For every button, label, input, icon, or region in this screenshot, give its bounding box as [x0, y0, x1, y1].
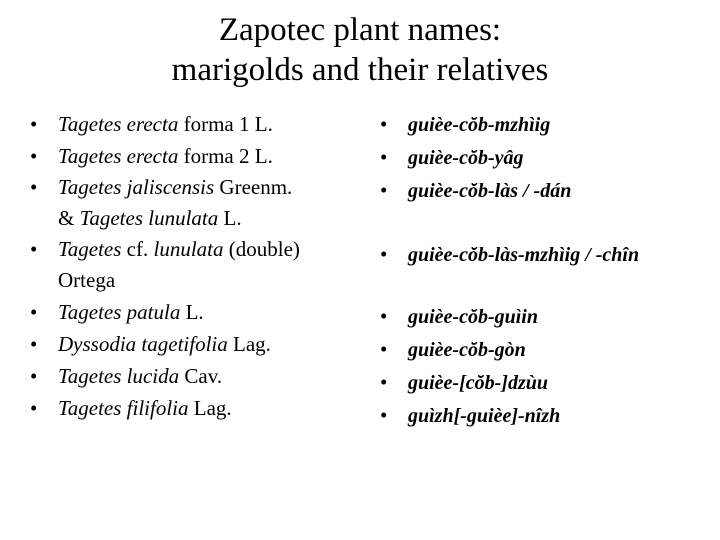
species-name: Tagetes erecta	[58, 112, 179, 136]
list-item	[372, 399, 712, 432]
zapotec-name: guìzh[-guièe]-nîzh	[408, 405, 561, 427]
authority: Ortega	[58, 268, 116, 292]
zapotec-name: guièe-cŏb-làs / -dán	[408, 180, 572, 202]
bullet: •	[30, 112, 38, 136]
list-item	[22, 328, 367, 360]
bullet: •	[380, 178, 388, 202]
list-item	[372, 174, 712, 238]
species-name: Tagetes lucida	[58, 364, 180, 388]
list-item	[22, 172, 367, 234]
authority: Greenm.	[214, 175, 293, 199]
bullet: •	[30, 144, 38, 168]
qualifier: cf.	[121, 237, 154, 261]
zapotec-name: guièe-cŏb-làs-mzhìig / -chîn	[408, 244, 640, 266]
authority: Lag.	[188, 396, 232, 420]
zapotec-name: guièe-cŏb-guìin	[408, 306, 538, 328]
bullet: •	[30, 300, 38, 324]
title-line-1: Zapotec plant names:	[218, 12, 502, 48]
list-item	[22, 108, 367, 140]
authority: forma 1 L.	[178, 112, 273, 136]
conjunction: &	[58, 206, 80, 230]
zapotec-name: guièe-[cŏb-]dzùu	[408, 372, 548, 394]
list-item	[372, 366, 712, 399]
species-list	[22, 108, 367, 424]
list-item	[372, 238, 712, 300]
zapotec-name-list	[372, 108, 712, 432]
bullet: •	[380, 242, 388, 266]
list-item	[372, 108, 712, 141]
species-name: Tagetes erecta	[58, 144, 179, 168]
bullet: •	[380, 403, 388, 427]
bullet: •	[30, 237, 38, 261]
authority: Cav.	[179, 364, 223, 388]
species-name: lunulata	[153, 237, 224, 261]
bullet: •	[30, 175, 38, 199]
list-item	[22, 234, 367, 296]
authority: forma 2 L.	[178, 144, 273, 168]
bullet: •	[380, 337, 388, 361]
species-name: Tagetes patula	[58, 300, 181, 324]
zapotec-name: guièe-cŏb-gòn	[408, 339, 526, 361]
list-item	[22, 392, 367, 424]
bullet: •	[380, 304, 388, 328]
authority: Lag.	[227, 332, 271, 356]
bullet: •	[380, 145, 388, 169]
list-item	[372, 141, 712, 174]
list-item	[22, 360, 367, 392]
authority: L.	[218, 206, 242, 230]
title-line-2: marigolds and their relatives	[171, 52, 549, 88]
list-item	[372, 300, 712, 333]
species-name: Tagetes filifolia	[58, 396, 189, 420]
zapotec-name: guièe-cŏb-mzhìig	[408, 114, 551, 136]
zapotec-name: guièe-cŏb-yâg	[408, 147, 524, 169]
list-item	[22, 296, 367, 328]
bullet: •	[30, 396, 38, 420]
list-item	[22, 140, 367, 172]
slide-title	[0, 10, 720, 90]
species-name: Tagetes jaliscensis	[58, 175, 215, 199]
species-name: Tagetes	[58, 237, 122, 261]
species-name: Tagetes lunulata	[79, 206, 219, 230]
bullet: •	[30, 364, 38, 388]
authority: L.	[180, 300, 204, 324]
note: (double)	[223, 237, 300, 261]
bullet: •	[380, 370, 388, 394]
list-item	[372, 333, 712, 366]
bullet: •	[380, 112, 388, 136]
bullet: •	[30, 332, 38, 356]
species-name: Dyssodia tagetifolia	[58, 332, 228, 356]
